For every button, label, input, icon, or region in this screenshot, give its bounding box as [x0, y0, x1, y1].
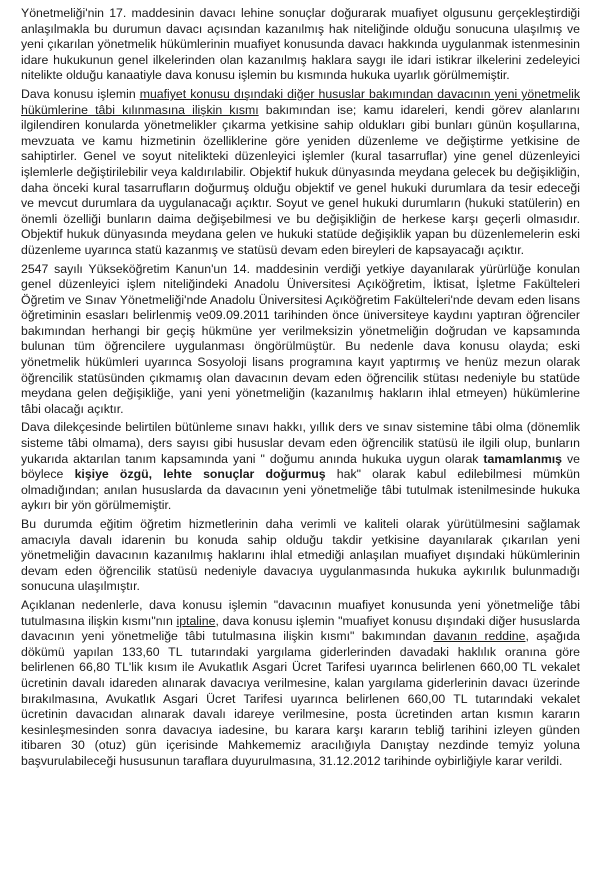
paragraph-text: bakımından ise; kamu idareleri, kendi görev alanlarını ilgilendiren konularda yönetmelikler çıkarma yetkisine sahip oldukları gibi bunları günün koşullarına, mevzuata ve kamu hizmetinin özelliklerine göre yeniden düzenleme ve değiştirme yetkisine de sahiptirler. Genel ve soyut nitelikteki düzenleyici işlemler (kural tasarruflar) yine genel düzenleyici işlemlerle değiştirilebilir veya kaldırılabilir. Objektif hukuk dünyasında meydana gelecek bu değişikliğin, daha önceki kural tasarrufların doğurmuş olduğu objektif ve genel hukuki durumlara da tesir edeceği ve mevcut durumlara da uygulanacağı açıktır. Soyut ve genel hukuki durumların (hukuki statülerin) en önemli özelliği bunların daima değişebilmesi ve bu değişikliğin de herkese karşı geçerli olmasıdır. Objektif hukuk dünyasında meydana gelen ve hukuki statüde değişiklik yapan bu düzenlemelerin eski düzenleme uyarınca statü kazanmış ve statüsü devam eden bireyleri de kapsayacağı açıktır.	[21, 102, 580, 257]
paragraph-2	[21, 87, 580, 259]
paragraph-text: , aşağıda dökümü yapılan 133,60 TL tutarındaki yargılama giderlerinden davadaki haklılık oranına göre belirlenen 66,80 TL'lik kısım ile Avukatlık Asgari Ücret Tarifesi uyarınca belirlenen 660,00 TL vekalet ücretinin davalı idareden alınarak davacıya verilmesine, kalan yargılama giderlerinin davacı üzerinde bırakılmasına, Avukatlık Asgari Ücret Tarifesi uyarınca belirlenen 660,00 TL tutarındaki vekalet ücretinin davacıdan alınarak davalı idareye verilmesine, posta ücretinden artan kısmın kararın kesinleşmesinden sonra davacıya iadesine, bu karara karşı kararın tebliğ tarihini izleyen günden itibaren 30 (otuz) gün içerisinde Mahkememiz aracılığıyla Danıştay nezdinde temyiz yoluna başvurulabileceği hususunun taraflara duyurulmasına, 31.12.2012 tarihinde oybirliğiyle karar verildi.	[21, 629, 580, 768]
underlined-phrase: davanın reddine	[433, 629, 526, 644]
paragraph-4	[21, 420, 580, 514]
paragraph-text: Açıklanan nedenlerle, dava konusu işlemin "davacının muafiyet konusunda yeni yönetmeliğe tâbi tutulmasına ilişkin kısmı"nın	[21, 597, 580, 628]
bold-phrase: tamamlanmış	[483, 451, 563, 466]
paragraph-text: ve böylece	[21, 451, 580, 482]
paragraph-1	[21, 6, 580, 84]
paragraph-5	[21, 517, 580, 595]
paragraph-text: 2547 sayılı Yükseköğretim Kanun'un 14. maddesinin verdiği yetkiye dayanılarak yürürlüğe konulan genel düzenleyici işlem niteliğindeki Anadolu Üniversitesi Açıköğretim, İktisat, İşletme Fakülteleri Öğretim ve Sınav Yönetmeliği'nde Anadolu Üniversitesi Açıköğretim Fakülteleri'nde devam eden lisans öğretiminin esasları belirlenmiş ve09.09.2011 tarihinden önce üniversiteye kaydını yaptıran öğrenciler bakımından herhangi bir geçiş hükmüne yer verilmeksizin yönetmeliğin doğrudan ve kapsamında bulunan tüm öğrencilere uygulanması öngörülmüştür. Bu nedenle dava konusu olayda; eski yönetmelik hükümleri uyarınca Sosyoloji lisans programına kayıt yaptırmış ve henüz mezun olarak öğrencilik statüsünden çıkmamış olan davacının devam eden öğrencilik stütası nedeniyle bu statüde meydana gelen değişikliğe, yani yeni yönetmeliğin (kazanılmış hakların ihlal etmeyen) hükümlerine tâbi olacağı açıktır.	[21, 261, 580, 416]
paragraph-text: Dava konusu işlemin	[21, 86, 140, 101]
underlined-phrase: iptaline	[176, 613, 216, 628]
bold-phrase: kişiye özgü, lehte sonuçlar doğurmuş	[74, 467, 326, 482]
paragraph-6	[21, 598, 580, 770]
paragraph-text: Yönetmeliği'nin 17. maddesinin davacı lehine sonuçlar doğurarak muafiyet olgusunu gerçekleştirdiği anlaşılmakla bu durumun davacı açısından kazanılmış hak niteliğinde olduğu sonucuna ulaşılmış ve yeni çıkarılan yönetmelik hükümlerinin muafiyet konusunda davacı hakkında uygulanmak istenmesinin idare hukukunun genel ilkelerinden olan kazanılmış haklara saygı ile idari istikrar ilkelerini zedeleyici nitelikte olduğu kanaatiyle dava konusu işlemin bu kısmında hukuka uyarlık görülmemiştir.	[21, 6, 580, 83]
paragraph-text: Bu durumda eğitim öğretim hizmetlerinin daha verimli ve kaliteli olarak yürütülmesini sağlamak amacıyla davalı idarenin bu konuda sahip olduğu takdir yetkisine dayanılarak çıkarılan yeni yönetmeliğin davacının kazanılmış haklarını ihlal etmediği anlaşılan muafiyet dışındaki hükümlerinin devam eden öğrencilik statüsü nedeniyle davacıya uygulanmasında hukuka aykırılık bulunmadığı sonucuna ulaşılmıştır.	[21, 517, 580, 594]
underlined-phrase: muafiyet konusu dışındaki diğer hususlar bakımından davacının yeni yönetmelik hükümlerine tâbi kılınmasına ilişkin kısmı	[21, 86, 580, 117]
paragraph-text: hak" olarak kabul edilebilmesi mümkün olmadığından; anılan hususlarda da davacının yeni yönetmeliğe tâbi tutulmak istenilmesinde hukuka aykırı bir yön görülmemiştir.	[21, 467, 580, 513]
paragraph-text: Dava dilekçesinde belirtilen bütünleme sınavı hakkı, yıllık ders ve sınav sistemine tâbi olma (dönemlik sisteme tâbi olmama), ders sayısı gibi hususlar devam eden öğrencilik statüsü ile ilgili olup, bunların yukarıda aktarılan tanım kapsamında yani " doğumu anında hukuka uygun olarak	[21, 420, 580, 466]
paragraph-text: , dava konusu işlemin "muafiyet konusu dışındaki diğer hususlarda davacının yeni yönetmeliğe tâbi tutulmasına ilişkin kısmı" bakımından	[21, 613, 580, 644]
paragraph-3	[21, 262, 580, 418]
